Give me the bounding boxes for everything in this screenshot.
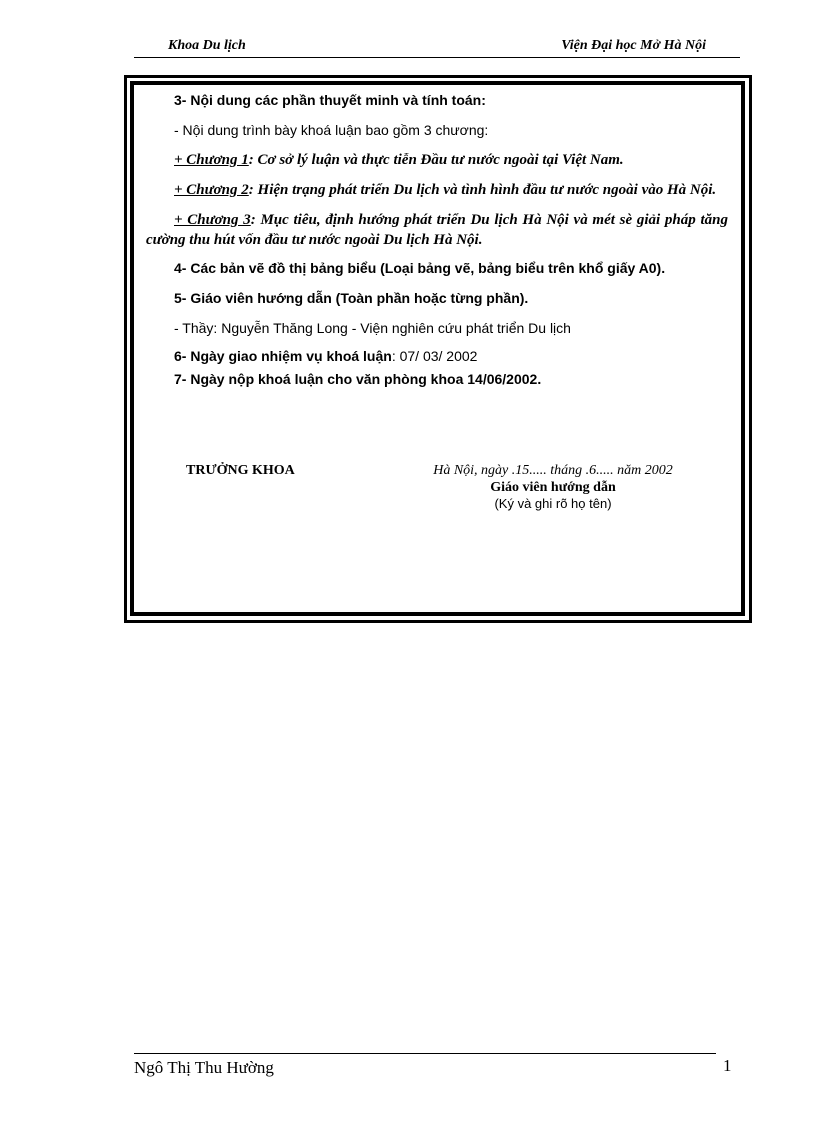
chapter-1-text: : Cơ sở lý luận và thực tiễn Đầu tư nước ngoài tại Việt Nam.	[248, 152, 624, 168]
item-7: 7- Ngày nộp khoá luận cho văn phòng khoa 14/06/2002.	[174, 371, 542, 387]
item-6	[146, 346, 728, 366]
item-5-text: 5- Giáo viên hướng dẫn (Toàn phần hoặc từng phần).	[174, 290, 529, 306]
teacher-line: - Thầy: Nguyễn Thăng Long - Viện nghiên cứu phát triển Du lịch	[174, 320, 571, 336]
footer-rule	[134, 1053, 716, 1054]
header-rule	[134, 57, 740, 58]
item-6-value: : 07/ 03/ 2002	[391, 348, 478, 364]
chapter-2-text: : Hiện trạng phát triển Du lịch và tình hình đầu tư nước ngoài vào Hà Nội.	[248, 182, 717, 198]
header-right-text: Viện Đại học Mở Hà Nội	[561, 38, 706, 53]
chapter-1-label: + Chương 1	[174, 152, 249, 168]
author-name: Ngô Thị Thu Hường	[134, 1058, 274, 1077]
chapter-3-text: : Mục tiêu, định hướng phát triển Du lịch Hà Nội và mét sè giải pháp tăng cường thu hút vốn đầu tư nước ngoài Du lịch Hà Nội.	[146, 212, 728, 248]
chapter-3	[146, 210, 728, 250]
item-3-heading: 3- Nội dung các phần thuyết minh và tính toán:	[174, 92, 486, 108]
chapter-3-label: + Chương 3	[174, 212, 251, 228]
supervisor-title: Giáo viên hướng dẫn	[490, 480, 616, 495]
assignment-content	[146, 90, 728, 389]
item-6-label: 6- Ngày giao nhiệm vụ khoá luận	[174, 348, 392, 364]
supervisor-signature-block	[400, 463, 706, 511]
signature-note: (Ký và ghi rõ họ tên)	[494, 496, 612, 511]
chapter-1	[146, 150, 728, 170]
chapter-2-label: + Chương 2	[174, 182, 249, 198]
header-left-text: Khoa Du lịch	[168, 38, 246, 53]
chapter-2	[146, 180, 728, 200]
signature-date: Hà Nội, ngày .15..... tháng .6..... năm 2002	[433, 463, 673, 478]
page-number: 1	[723, 1056, 732, 1075]
chapters-intro: - Nội dung trình bày khoá luận bao gồm 3 chương:	[174, 122, 489, 138]
head-of-faculty-label: TRƯỞNG KHOA	[186, 463, 295, 478]
item-5	[146, 288, 728, 308]
item-4: 4- Các bản vẽ đồ thị bảng biểu (Loại bảng vẽ, bảng biểu trên khổ giấy A0).	[174, 260, 666, 276]
